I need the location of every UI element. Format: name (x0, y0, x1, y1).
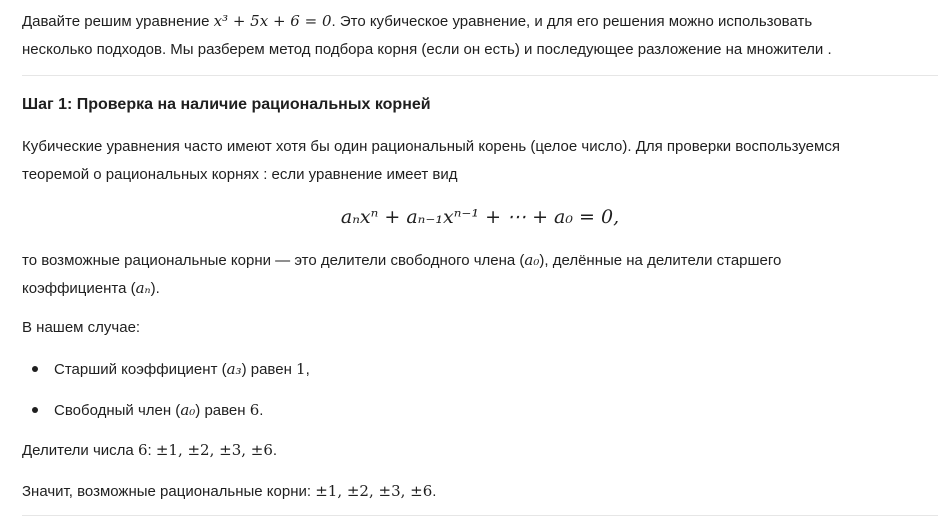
case-intro: В нашем случае: (22, 319, 141, 336)
conclusion-line (22, 477, 436, 506)
candidate-roots-list: ±1, ±2, ±3, ±6 (315, 482, 433, 500)
divisors-list: ±1, ±2, ±3, ±6 (155, 441, 273, 459)
divisors-number: 6 (137, 441, 148, 459)
conclusion-text: Значит, возможные рациональные корни: (22, 483, 316, 500)
step1-paragraph-line2 (22, 161, 457, 189)
list-item-suffix: , (305, 361, 310, 378)
p2-text-line2: коэффициента ( (22, 280, 136, 297)
step1-heading: Шаг 1: Проверка на наличие рациональных корней (22, 96, 431, 113)
conclusion-suffix: . (432, 483, 437, 500)
divisors-suffix: . (272, 442, 278, 459)
a3-symbol: a₃ (226, 360, 242, 378)
intro-text: Давайте решим уравнение (22, 13, 214, 30)
list-item-text: Свободный член ( (54, 402, 181, 419)
step1-paragraph-line1 (22, 133, 840, 161)
step1-p2-line1 (22, 246, 781, 275)
divisors-line (22, 436, 277, 465)
a0-symbol: a₀ (180, 401, 196, 419)
step1-text: Кубические уравнения часто имеют хотя бы один рациональный корень (целое число). Для проверки воспользуемся (22, 138, 840, 155)
list-item-text-mid: ) равен (195, 402, 250, 419)
a0-symbol: a₀ (524, 251, 540, 269)
divisors-separator: : (147, 442, 156, 459)
divisors-text: Делители числа (22, 442, 138, 459)
bullet-dot (32, 366, 38, 372)
intro-text-suffix: . Это кубическое уравнение, и для его решения можно использовать (331, 13, 813, 30)
value-1: 1 (296, 360, 306, 378)
list-item (54, 396, 263, 425)
step1-p2-line2 (22, 274, 160, 303)
list-item-text: Старший коэффициент ( (54, 361, 227, 378)
list-item-suffix: . (259, 402, 264, 419)
general-formula: aₙxⁿ + aₙ₋₁xⁿ⁻¹ + ⋯ + a₀ = 0, (340, 206, 620, 228)
intro-text-line2: несколько подходов. Мы разберем метод подбора корня (если он есть) и последующее разложение на множители . (22, 41, 832, 58)
divider (22, 75, 938, 76)
p2-text-suffix: ), делённые на делители старшего (539, 252, 782, 269)
p2-text-line2-suffix: ). (150, 280, 160, 297)
list-item (54, 355, 310, 384)
p2-text: то возможные рациональные корни — это делители свободного члена ( (22, 252, 525, 269)
value-6: 6 (249, 401, 260, 419)
an-symbol: aₙ (135, 279, 151, 297)
bullet-dot (32, 407, 38, 413)
list-item-text-mid: ) равен (241, 361, 297, 378)
intro-paragraph-line2 (22, 36, 832, 64)
divider (22, 515, 938, 516)
equation: x³ + 5x + 6 = 0 (213, 12, 332, 30)
intro-paragraph-line1 (22, 7, 812, 36)
step1-text-line2: теоремой о рациональных корнях : если уравнение имеет вид (22, 166, 458, 183)
